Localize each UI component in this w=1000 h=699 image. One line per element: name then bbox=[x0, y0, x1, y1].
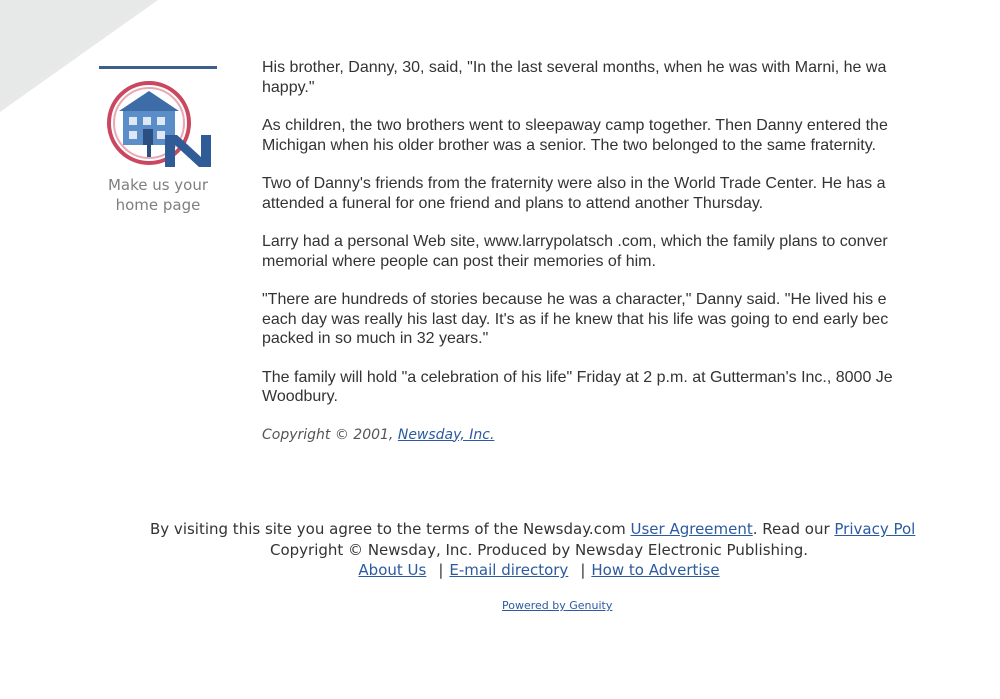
article-line: Michigan when his older brother was a senior. The two belonged to the same fraternity. bbox=[262, 136, 876, 154]
article-body bbox=[262, 58, 938, 464]
article-copyright bbox=[262, 426, 938, 446]
sidebar-promo bbox=[99, 66, 217, 215]
article-line: memorial where people can post their memories of him. bbox=[262, 252, 656, 270]
article-line: Larry had a personal Web site, www.larrypolatsch .com, which the family plans to conver bbox=[262, 233, 888, 250]
article-line: packed in so much in 32 years." bbox=[262, 330, 489, 347]
sidebar-rule bbox=[99, 66, 217, 69]
copyright-prefix: Copyright © 2001, bbox=[262, 426, 398, 443]
article-paragraph bbox=[262, 368, 938, 407]
privacy-policy-link[interactable]: Privacy Pol bbox=[834, 520, 916, 538]
article-line: Two of Danny's friends from the fraternity were also in the World Trade Center. He has a bbox=[262, 175, 886, 192]
newsday-inc-link[interactable]: Newsday, Inc. bbox=[397, 426, 495, 443]
home-page-logo-icon[interactable] bbox=[103, 81, 213, 169]
about-us-link[interactable]: About Us bbox=[358, 561, 427, 579]
article-line: As children, the two brothers went to sleepaway camp together. Then Danny entered the bbox=[262, 117, 888, 134]
article-paragraph bbox=[262, 58, 938, 97]
make-home-page-link[interactable] bbox=[99, 175, 217, 215]
user-agreement-link[interactable]: User Agreement bbox=[630, 520, 753, 538]
promo-line-2: home page bbox=[115, 196, 201, 214]
promo-line-1: Make us your bbox=[107, 176, 209, 194]
terms-line bbox=[140, 519, 938, 540]
article-paragraph bbox=[262, 290, 938, 349]
site-footer bbox=[140, 519, 938, 581]
article-paragraph bbox=[262, 174, 938, 213]
terms-prefix: By visiting this site you agree to the terms of the Newsday.com bbox=[150, 520, 631, 538]
email-directory-link[interactable]: E-mail directory bbox=[449, 561, 569, 579]
read-our-text: . Read our bbox=[752, 520, 835, 538]
article-line: His brother, Danny, 30, said, "In the last several months, when he was with Marni, he wa bbox=[262, 59, 887, 76]
article-line: The family will hold "a celebration of his life" Friday at 2 p.m. at Gutterman's Inc., 8000 Je bbox=[262, 368, 893, 386]
how-to-advertise-link[interactable]: How to Advertise bbox=[591, 561, 720, 579]
footer-copyright: Copyright © Newsday, Inc. Produced by Newsday Electronic Publishing. bbox=[270, 540, 808, 559]
powered-by-genuity-link[interactable]: Powered by Genuity bbox=[502, 599, 613, 612]
article-line: happy." bbox=[262, 78, 315, 96]
article-line: "There are hundreds of stories because he was a character," Danny said. "He lived his e bbox=[262, 291, 887, 308]
article-line: Woodbury. bbox=[262, 388, 338, 405]
article-line: each day was really his last day. It's as if he knew that his life was going to end early bec bbox=[262, 310, 889, 328]
article-paragraph bbox=[262, 232, 938, 271]
article-line: attended a funeral for one friend and plans to attend another Thursday. bbox=[262, 194, 764, 212]
footer-links bbox=[140, 560, 938, 581]
article-paragraph bbox=[262, 116, 938, 155]
footer-separator: | bbox=[580, 561, 586, 579]
footer-separator: | bbox=[438, 561, 444, 579]
